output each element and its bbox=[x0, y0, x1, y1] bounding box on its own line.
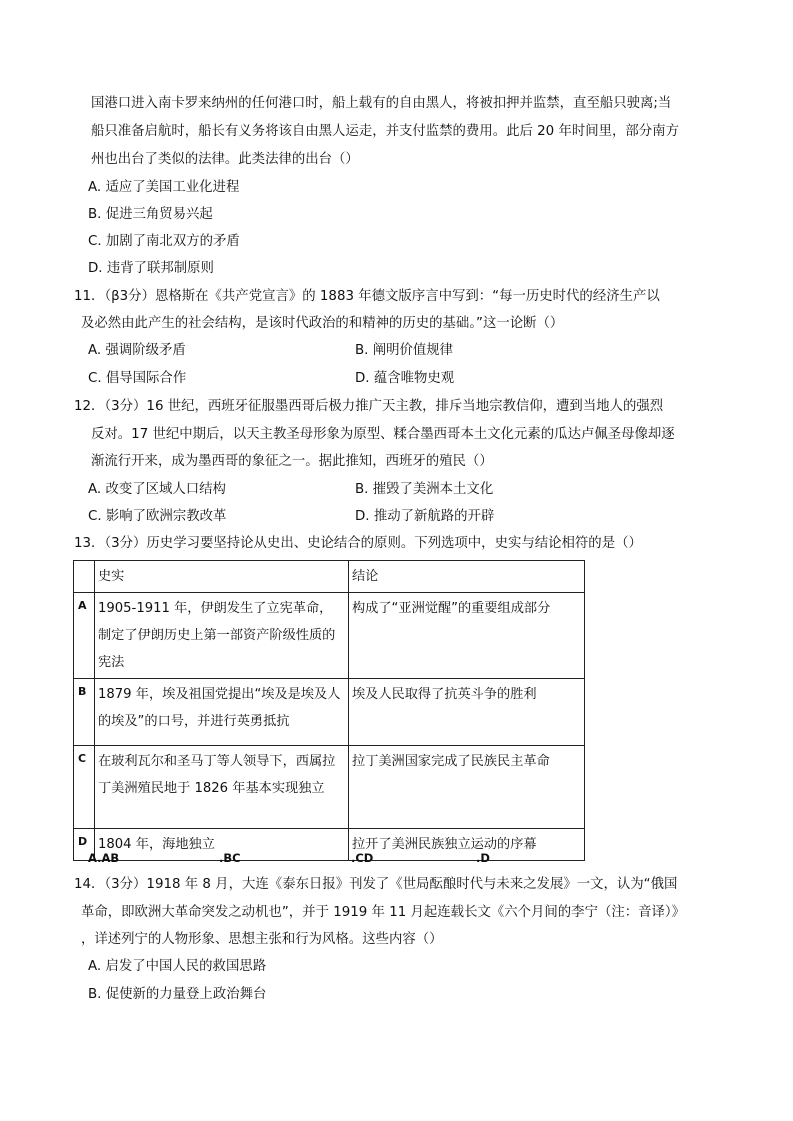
q13-answer-c: .CD bbox=[351, 851, 374, 865]
row-conclusion: 构成了“亚洲觉醒”的重要组成部分 bbox=[349, 593, 585, 679]
table-row bbox=[74, 829, 585, 861]
row-conclusion: 拉开了美洲民族独立运动的序幕 bbox=[349, 829, 585, 861]
q13-answer-d: .D bbox=[476, 851, 490, 865]
row-fact: 1905-1911 年，伊朗发生了立宪革命，制定了伊朗历史上第一部资产阶级性质的宪法 bbox=[95, 593, 349, 679]
row-label: B bbox=[74, 679, 95, 746]
fact-conclusion-table bbox=[73, 560, 585, 861]
q10-option-c: C. 加剧了南北双方的矛盾 bbox=[88, 234, 240, 249]
q13-answer-b: .BC bbox=[219, 851, 241, 865]
row-conclusion: 埃及人民取得了抗英斗争的胜利 bbox=[349, 679, 585, 746]
q12-line-3: 渐流行开来，成为墨西哥的象征之一。据此推知，西班牙的殖民（） bbox=[91, 454, 493, 469]
q13-stem: 13．（3分）历史学习要坚持论从史出、史论结合的原则。下列选项中，史实与结论相符的是（） bbox=[74, 536, 642, 551]
row-fact: 1879 年，埃及祖国党提出“埃及是埃及人的埃及”的口号，并进行英勇抵抗 bbox=[95, 679, 349, 746]
q11-option-d: D. 蕴含唯物史观 bbox=[355, 371, 455, 386]
q12-line-2: 反对。17 世纪中期后，以天主教圣母形象为原型、糅合墨西哥本土文化元素的瓜达卢佩圣母像却逐 bbox=[91, 427, 675, 442]
row-label: C bbox=[74, 746, 95, 829]
q12-option-b: B. 摧毁了美洲本土文化 bbox=[355, 482, 494, 497]
q12-option-c: C. 影响了欧洲宗教改革 bbox=[88, 509, 227, 524]
q11-option-a: A. 强调阶级矛盾 bbox=[88, 343, 186, 358]
row-fact: 在玻利瓦尔和圣马丁等人领导下，西属拉丁美洲殖民地于 1826 年基本实现独立 bbox=[95, 746, 349, 829]
q14-line-1: 14．（3分）1918 年 8 月，大连《泰东日报》刊发了《世局酝酿时代与未来之发展》一文，认为“俄国 bbox=[74, 877, 678, 892]
q10-line-2: 船只准备启航时，船长有义务将该自由黑人运走，并支付监禁的费用。此后 20 年时间里，部分南方 bbox=[91, 124, 679, 139]
q10-option-a: A. 适应了美国工业化进程 bbox=[88, 180, 240, 195]
table-header-corner bbox=[74, 561, 95, 593]
q12-option-d: D. 推动了新航路的开辟 bbox=[355, 509, 495, 524]
table-header-conclusion: 结论 bbox=[349, 561, 585, 593]
q10-option-b: B. 促进三角贸易兴起 bbox=[88, 207, 213, 222]
q14-line-2: 革命，即欧洲大革命突发之动机也”，并于 1919 年 11 月起连载长文《六个月间的李宁（注：音译）》 bbox=[81, 905, 686, 920]
q12-option-a: A. 改变了区域人口结构 bbox=[88, 482, 226, 497]
table-header-row bbox=[74, 561, 585, 593]
table-header-fact: 史实 bbox=[95, 561, 349, 593]
q11-option-c: C. 倡导国际合作 bbox=[88, 371, 187, 386]
q12-line-1: 12．（3分）16 世纪，西班牙征服墨西哥后极力推广天主教，排斥当地宗教信仰，遭到当地人的强烈 bbox=[74, 399, 664, 414]
row-conclusion: 拉丁美洲国家完成了民族民主革命 bbox=[349, 746, 585, 829]
row-label: A bbox=[74, 593, 95, 679]
q11-line-1: 11．（β3分）恩格斯在《共产党宣言》的 1883 年德文版序言中写到：“每一历史时代的经济生产以 bbox=[74, 289, 660, 304]
q11-option-b: B. 阐明价值规律 bbox=[355, 343, 454, 358]
q10-line-1: 国港口进入南卡罗来纳州的任何港口时，船上载有的自由黑人，将被扣押并监禁，直至船只驶离;当 bbox=[91, 96, 672, 111]
row-fact: 1804 年，海地独立 bbox=[95, 829, 349, 861]
q10-option-d: D. 违背了联邦制原则 bbox=[88, 261, 214, 276]
q14-option-b: B. 促使新的力量登上政治舞台 bbox=[88, 987, 267, 1002]
table-row bbox=[74, 593, 585, 679]
table-row bbox=[74, 679, 585, 746]
q14-line-3: ，详述列宁的人物形象、思想主张和行为风格。这些内容（） bbox=[81, 932, 443, 947]
table-row bbox=[74, 746, 585, 829]
q11-line-2: 及必然由此产生的社会结构，是该时代政治的和精神的历史的基础。”这一论断（） bbox=[81, 316, 564, 331]
q14-option-a: A. 启发了中国人民的救国思路 bbox=[88, 959, 267, 974]
q10-line-3: 州也出台了类似的法律。此类法律的出台（） bbox=[91, 152, 359, 167]
row-label: D bbox=[74, 829, 95, 861]
q13-answer-a: A.AB bbox=[88, 851, 120, 865]
